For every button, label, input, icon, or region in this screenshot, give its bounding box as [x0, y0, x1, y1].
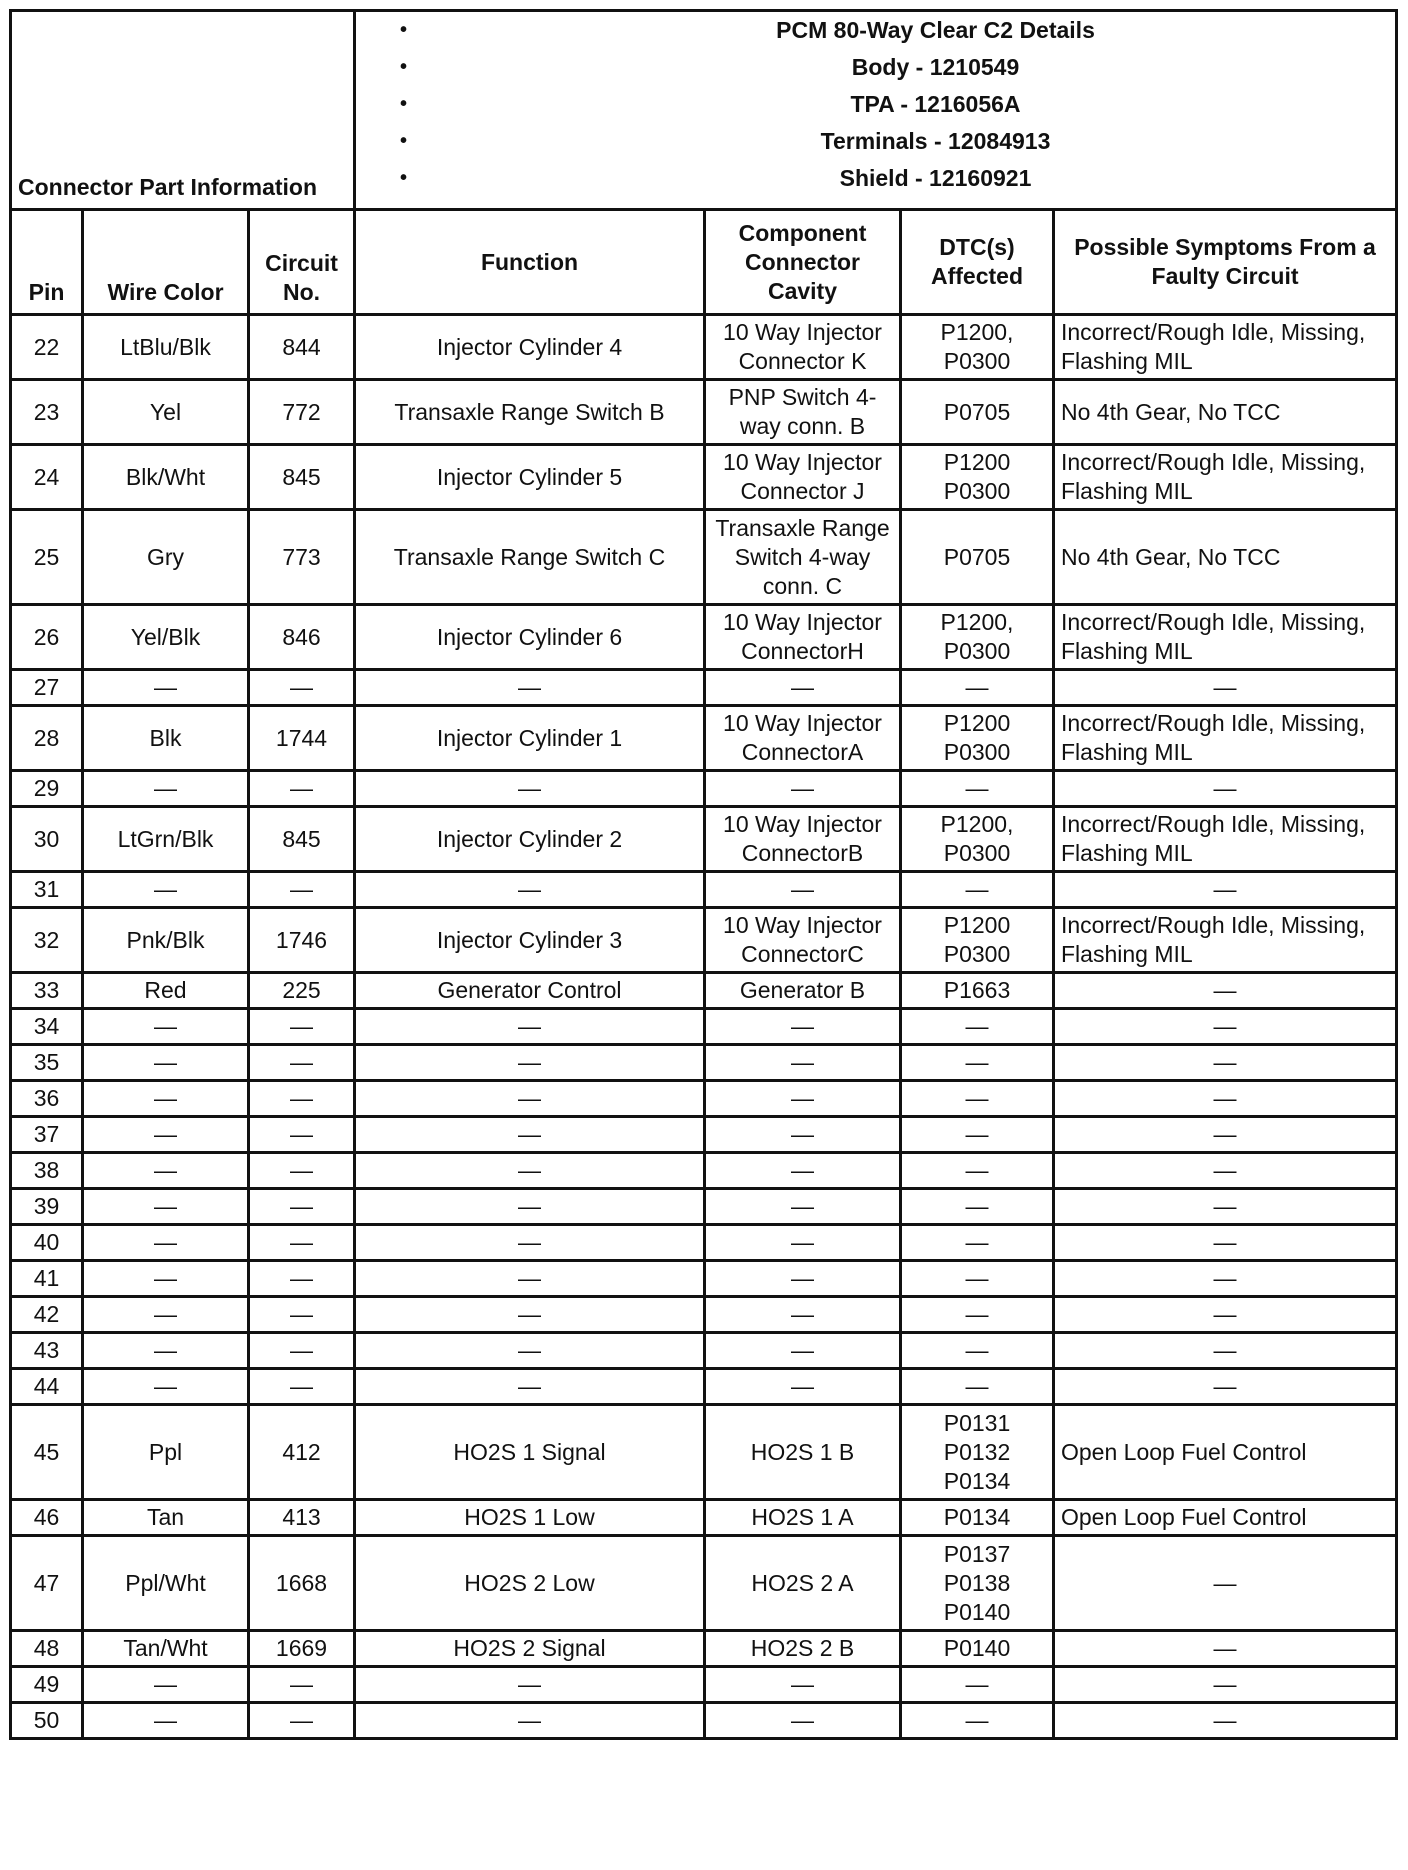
cell-pin: 38: [11, 1153, 83, 1189]
cell-pin: 39: [11, 1189, 83, 1225]
cell-pin: 27: [11, 670, 83, 706]
cell-dtc: —: [901, 1189, 1054, 1225]
cell-component: 10 Way Injector Connector J: [705, 445, 901, 510]
col-header-circuit: Circuit No.: [249, 210, 355, 315]
cell-component: 10 Way Injector ConnectorA: [705, 706, 901, 771]
cell-symptoms: —: [1054, 1081, 1397, 1117]
cell-wire-color: —: [83, 1009, 249, 1045]
cell-function: Injector Cylinder 5: [355, 445, 705, 510]
cell-wire-color: Tan/Wht: [83, 1631, 249, 1667]
cell-component: —: [705, 1081, 901, 1117]
cell-dtc: —: [901, 1261, 1054, 1297]
cell-symptoms: Incorrect/Rough Idle, Missing, Flashing MIL: [1054, 445, 1397, 510]
cell-symptoms: —: [1054, 973, 1397, 1009]
cell-circuit: 772: [249, 380, 355, 445]
cell-wire-color: LtBlu/Blk: [83, 315, 249, 380]
table-row: [11, 1045, 1397, 1081]
detail-line: [356, 123, 1395, 160]
cell-pin: 22: [11, 315, 83, 380]
table-row: [11, 1703, 1397, 1739]
cell-pin: 33: [11, 973, 83, 1009]
cell-pin: 34: [11, 1009, 83, 1045]
cell-circuit: 845: [249, 445, 355, 510]
cell-circuit: —: [249, 872, 355, 908]
cell-dtc: —: [901, 1045, 1054, 1081]
detail-line: [356, 86, 1395, 123]
table-row: [11, 807, 1397, 872]
cell-symptoms: No 4th Gear, No TCC: [1054, 380, 1397, 445]
table-row: [11, 1153, 1397, 1189]
table-row: [11, 670, 1397, 706]
cell-dtc: —: [901, 1117, 1054, 1153]
table-row: [11, 872, 1397, 908]
cell-component: 10 Way Injector ConnectorB: [705, 807, 901, 872]
cell-component: HO2S 2 A: [705, 1536, 901, 1631]
cell-symptoms: —: [1054, 1009, 1397, 1045]
cell-dtc: —: [901, 872, 1054, 908]
cell-pin: 37: [11, 1117, 83, 1153]
table-row: [11, 380, 1397, 445]
cell-circuit: 773: [249, 510, 355, 605]
cell-component: HO2S 1 A: [705, 1500, 901, 1536]
cell-symptoms: —: [1054, 670, 1397, 706]
col-header-pin: Pin: [11, 210, 83, 315]
cell-pin: 46: [11, 1500, 83, 1536]
cell-component: —: [705, 1667, 901, 1703]
cell-pin: 31: [11, 872, 83, 908]
col-header-wire-color: Wire Color: [83, 210, 249, 315]
cell-function: —: [355, 1225, 705, 1261]
cell-function: Transaxle Range Switch C: [355, 510, 705, 605]
cell-wire-color: —: [83, 1703, 249, 1739]
cell-function: —: [355, 771, 705, 807]
cell-function: Injector Cylinder 2: [355, 807, 705, 872]
cell-pin: 30: [11, 807, 83, 872]
table-row: [11, 1225, 1397, 1261]
cell-wire-color: Blk: [83, 706, 249, 771]
cell-function: —: [355, 1045, 705, 1081]
detail-line: [356, 12, 1395, 49]
cell-circuit: 845: [249, 807, 355, 872]
cell-dtc: P1200 P0300: [901, 908, 1054, 973]
cell-function: —: [355, 1703, 705, 1739]
cell-wire-color: —: [83, 1225, 249, 1261]
table-row: [11, 605, 1397, 670]
cell-wire-color: —: [83, 1297, 249, 1333]
cell-symptoms: —: [1054, 1045, 1397, 1081]
cell-pin: 36: [11, 1081, 83, 1117]
cell-circuit: —: [249, 1081, 355, 1117]
detail-text: Shield - 12160921: [839, 165, 1032, 191]
cell-circuit: —: [249, 1117, 355, 1153]
table-row: [11, 1189, 1397, 1225]
cell-pin: 49: [11, 1667, 83, 1703]
cell-dtc: P0705: [901, 510, 1054, 605]
cell-dtc: P1663: [901, 973, 1054, 1009]
detail-line: [356, 160, 1395, 197]
cell-function: Transaxle Range Switch B: [355, 380, 705, 445]
cell-circuit: —: [249, 670, 355, 706]
cell-pin: 41: [11, 1261, 83, 1297]
cell-dtc: P0134: [901, 1500, 1054, 1536]
cell-dtc: —: [901, 1369, 1054, 1405]
cell-symptoms: —: [1054, 1333, 1397, 1369]
cell-circuit: 1746: [249, 908, 355, 973]
cell-dtc: —: [901, 1225, 1054, 1261]
cell-dtc: —: [901, 670, 1054, 706]
cell-component: —: [705, 1117, 901, 1153]
cell-wire-color: —: [83, 670, 249, 706]
cell-component: —: [705, 1009, 901, 1045]
cell-function: Injector Cylinder 3: [355, 908, 705, 973]
cell-circuit: —: [249, 1703, 355, 1739]
table-row: [11, 1297, 1397, 1333]
cell-function: —: [355, 1117, 705, 1153]
cell-wire-color: LtGrn/Blk: [83, 807, 249, 872]
cell-pin: 45: [11, 1405, 83, 1500]
cell-function: Injector Cylinder 1: [355, 706, 705, 771]
cell-function: —: [355, 1297, 705, 1333]
cell-symptoms: Incorrect/Rough Idle, Missing, Flashing MIL: [1054, 807, 1397, 872]
table-row: [11, 1369, 1397, 1405]
table-row: [11, 908, 1397, 973]
cell-function: —: [355, 1333, 705, 1369]
cell-component: —: [705, 1261, 901, 1297]
cell-dtc: P1200, P0300: [901, 315, 1054, 380]
cell-wire-color: Tan: [83, 1500, 249, 1536]
cell-symptoms: —: [1054, 1536, 1397, 1631]
cell-circuit: 413: [249, 1500, 355, 1536]
cell-component: —: [705, 670, 901, 706]
cell-dtc: —: [901, 1009, 1054, 1045]
cell-component: —: [705, 1333, 901, 1369]
cell-function: —: [355, 1261, 705, 1297]
table-row: [11, 1261, 1397, 1297]
cell-wire-color: —: [83, 1153, 249, 1189]
cell-wire-color: —: [83, 1045, 249, 1081]
cell-component: HO2S 1 B: [705, 1405, 901, 1500]
cell-component: Generator B: [705, 973, 901, 1009]
cell-wire-color: —: [83, 1081, 249, 1117]
cell-symptoms: Open Loop Fuel Control: [1054, 1405, 1397, 1500]
cell-dtc: —: [901, 771, 1054, 807]
cell-component: —: [705, 1045, 901, 1081]
cell-dtc: P1200, P0300: [901, 807, 1054, 872]
cell-symptoms: —: [1054, 1225, 1397, 1261]
col-header-component: Component Connector Cavity: [705, 210, 901, 315]
table-row: [11, 315, 1397, 380]
cell-symptoms: —: [1054, 872, 1397, 908]
cell-symptoms: Incorrect/Rough Idle, Missing, Flashing MIL: [1054, 315, 1397, 380]
cell-circuit: —: [249, 1297, 355, 1333]
connector-part-info-label: Connector Part Information: [11, 11, 355, 210]
cell-wire-color: —: [83, 872, 249, 908]
cell-symptoms: Incorrect/Rough Idle, Missing, Flashing MIL: [1054, 908, 1397, 973]
cell-dtc: —: [901, 1153, 1054, 1189]
cell-pin: 44: [11, 1369, 83, 1405]
table-row: [11, 1500, 1397, 1536]
cell-wire-color: —: [83, 1369, 249, 1405]
cell-symptoms: Incorrect/Rough Idle, Missing, Flashing MIL: [1054, 706, 1397, 771]
cell-pin: 26: [11, 605, 83, 670]
table-row: [11, 1081, 1397, 1117]
cell-component: —: [705, 1225, 901, 1261]
detail-text: PCM 80-Way Clear C2 Details: [776, 17, 1095, 43]
cell-component: —: [705, 1189, 901, 1225]
cell-wire-color: Ppl/Wht: [83, 1536, 249, 1631]
cell-dtc: P0705: [901, 380, 1054, 445]
cell-component: 10 Way Injector ConnectorC: [705, 908, 901, 973]
cell-pin: 29: [11, 771, 83, 807]
cell-circuit: 225: [249, 973, 355, 1009]
cell-circuit: —: [249, 1667, 355, 1703]
cell-function: HO2S 2 Signal: [355, 1631, 705, 1667]
detail-text: TPA - 1216056A: [850, 91, 1021, 117]
cell-pin: 24: [11, 445, 83, 510]
bullet-icon: •: [400, 167, 408, 189]
cell-circuit: —: [249, 1009, 355, 1045]
table-row: [11, 973, 1397, 1009]
cell-dtc: —: [901, 1667, 1054, 1703]
table-row: [11, 1405, 1397, 1500]
cell-component: 10 Way Injector ConnectorH: [705, 605, 901, 670]
cell-pin: 40: [11, 1225, 83, 1261]
cell-circuit: —: [249, 771, 355, 807]
cell-circuit: 1744: [249, 706, 355, 771]
col-header-dtc: DTC(s) Affected: [901, 210, 1054, 315]
cell-wire-color: Red: [83, 973, 249, 1009]
cell-circuit: —: [249, 1225, 355, 1261]
cell-dtc: P1200, P0300: [901, 605, 1054, 670]
cell-pin: 23: [11, 380, 83, 445]
cell-dtc: P0140: [901, 1631, 1054, 1667]
cell-symptoms: —: [1054, 1297, 1397, 1333]
cell-wire-color: Gry: [83, 510, 249, 605]
cell-symptoms: —: [1054, 1261, 1397, 1297]
cell-dtc: P0131 P0132 P0134: [901, 1405, 1054, 1500]
cell-component: 10 Way Injector Connector K: [705, 315, 901, 380]
cell-function: —: [355, 872, 705, 908]
cell-wire-color: Yel/Blk: [83, 605, 249, 670]
table-row: [11, 1117, 1397, 1153]
cell-symptoms: —: [1054, 1153, 1397, 1189]
col-header-function: Function: [355, 210, 705, 315]
cell-dtc: —: [901, 1333, 1054, 1369]
cell-function: —: [355, 1189, 705, 1225]
connector-details-block: [355, 11, 1397, 210]
cell-pin: 42: [11, 1297, 83, 1333]
cell-function: —: [355, 1009, 705, 1045]
cell-function: HO2S 1 Low: [355, 1500, 705, 1536]
table-row: [11, 1009, 1397, 1045]
connector-table-page: [9, 9, 1395, 1740]
cell-wire-color: Yel: [83, 380, 249, 445]
cell-symptoms: —: [1054, 1189, 1397, 1225]
table-row: [11, 1631, 1397, 1667]
cell-component: —: [705, 1703, 901, 1739]
detail-line: [356, 49, 1395, 86]
cell-dtc: —: [901, 1081, 1054, 1117]
table-row: [11, 510, 1397, 605]
cell-function: —: [355, 1369, 705, 1405]
column-header-row: [11, 210, 1397, 315]
cell-pin: 32: [11, 908, 83, 973]
cell-component: Transaxle Range Switch 4-way conn. C: [705, 510, 901, 605]
cell-wire-color: —: [83, 1189, 249, 1225]
cell-wire-color: Pnk/Blk: [83, 908, 249, 973]
table-row: [11, 1536, 1397, 1631]
cell-pin: 28: [11, 706, 83, 771]
cell-function: —: [355, 1153, 705, 1189]
cell-symptoms: —: [1054, 1117, 1397, 1153]
cell-pin: 48: [11, 1631, 83, 1667]
cell-circuit: 1669: [249, 1631, 355, 1667]
cell-component: —: [705, 1153, 901, 1189]
table-row: [11, 445, 1397, 510]
cell-circuit: —: [249, 1369, 355, 1405]
cell-symptoms: —: [1054, 1703, 1397, 1739]
cell-function: HO2S 1 Signal: [355, 1405, 705, 1500]
cell-symptoms: Open Loop Fuel Control: [1054, 1500, 1397, 1536]
cell-symptoms: —: [1054, 1631, 1397, 1667]
cell-pin: 25: [11, 510, 83, 605]
cell-wire-color: Blk/Wht: [83, 445, 249, 510]
cell-wire-color: —: [83, 1333, 249, 1369]
cell-component: PNP Switch 4-way conn. B: [705, 380, 901, 445]
table-row: [11, 1333, 1397, 1369]
cell-dtc: —: [901, 1297, 1054, 1333]
cell-component: —: [705, 1369, 901, 1405]
connector-table: [9, 9, 1398, 1740]
cell-component: —: [705, 771, 901, 807]
bullet-icon: •: [400, 93, 408, 115]
cell-symptoms: —: [1054, 771, 1397, 807]
cell-function: HO2S 2 Low: [355, 1536, 705, 1631]
cell-circuit: —: [249, 1153, 355, 1189]
cell-circuit: —: [249, 1045, 355, 1081]
cell-pin: 50: [11, 1703, 83, 1739]
cell-component: HO2S 2 B: [705, 1631, 901, 1667]
bullet-icon: •: [400, 130, 408, 152]
cell-function: —: [355, 1081, 705, 1117]
bullet-icon: •: [400, 19, 408, 41]
cell-function: Injector Cylinder 4: [355, 315, 705, 380]
cell-circuit: 1668: [249, 1536, 355, 1631]
cell-wire-color: Ppl: [83, 1405, 249, 1500]
cell-symptoms: —: [1054, 1369, 1397, 1405]
table-row: [11, 706, 1397, 771]
cell-circuit: 844: [249, 315, 355, 380]
cell-circuit: —: [249, 1333, 355, 1369]
detail-text: Body - 1210549: [851, 54, 1020, 80]
cell-function: Generator Control: [355, 973, 705, 1009]
cell-wire-color: —: [83, 1261, 249, 1297]
cell-dtc: P1200 P0300: [901, 445, 1054, 510]
connector-header-row: [11, 11, 1397, 210]
cell-component: —: [705, 1297, 901, 1333]
bullet-icon: •: [400, 56, 408, 78]
cell-circuit: —: [249, 1261, 355, 1297]
cell-symptoms: —: [1054, 1667, 1397, 1703]
col-header-symptoms: Possible Symptoms From a Faulty Circuit: [1054, 210, 1397, 315]
cell-dtc: P1200 P0300: [901, 706, 1054, 771]
cell-dtc: P0137 P0138 P0140: [901, 1536, 1054, 1631]
cell-symptoms: Incorrect/Rough Idle, Missing, Flashing MIL: [1054, 605, 1397, 670]
cell-wire-color: —: [83, 1117, 249, 1153]
table-row: [11, 1667, 1397, 1703]
detail-text: Terminals - 12084913: [820, 128, 1051, 154]
cell-component: —: [705, 872, 901, 908]
cell-wire-color: —: [83, 1667, 249, 1703]
cell-function: Injector Cylinder 6: [355, 605, 705, 670]
cell-circuit: —: [249, 1189, 355, 1225]
cell-function: —: [355, 670, 705, 706]
cell-circuit: 846: [249, 605, 355, 670]
cell-pin: 47: [11, 1536, 83, 1631]
cell-pin: 35: [11, 1045, 83, 1081]
cell-circuit: 412: [249, 1405, 355, 1500]
cell-dtc: —: [901, 1703, 1054, 1739]
cell-pin: 43: [11, 1333, 83, 1369]
cell-symptoms: No 4th Gear, No TCC: [1054, 510, 1397, 605]
cell-wire-color: —: [83, 771, 249, 807]
table-row: [11, 771, 1397, 807]
cell-function: —: [355, 1667, 705, 1703]
